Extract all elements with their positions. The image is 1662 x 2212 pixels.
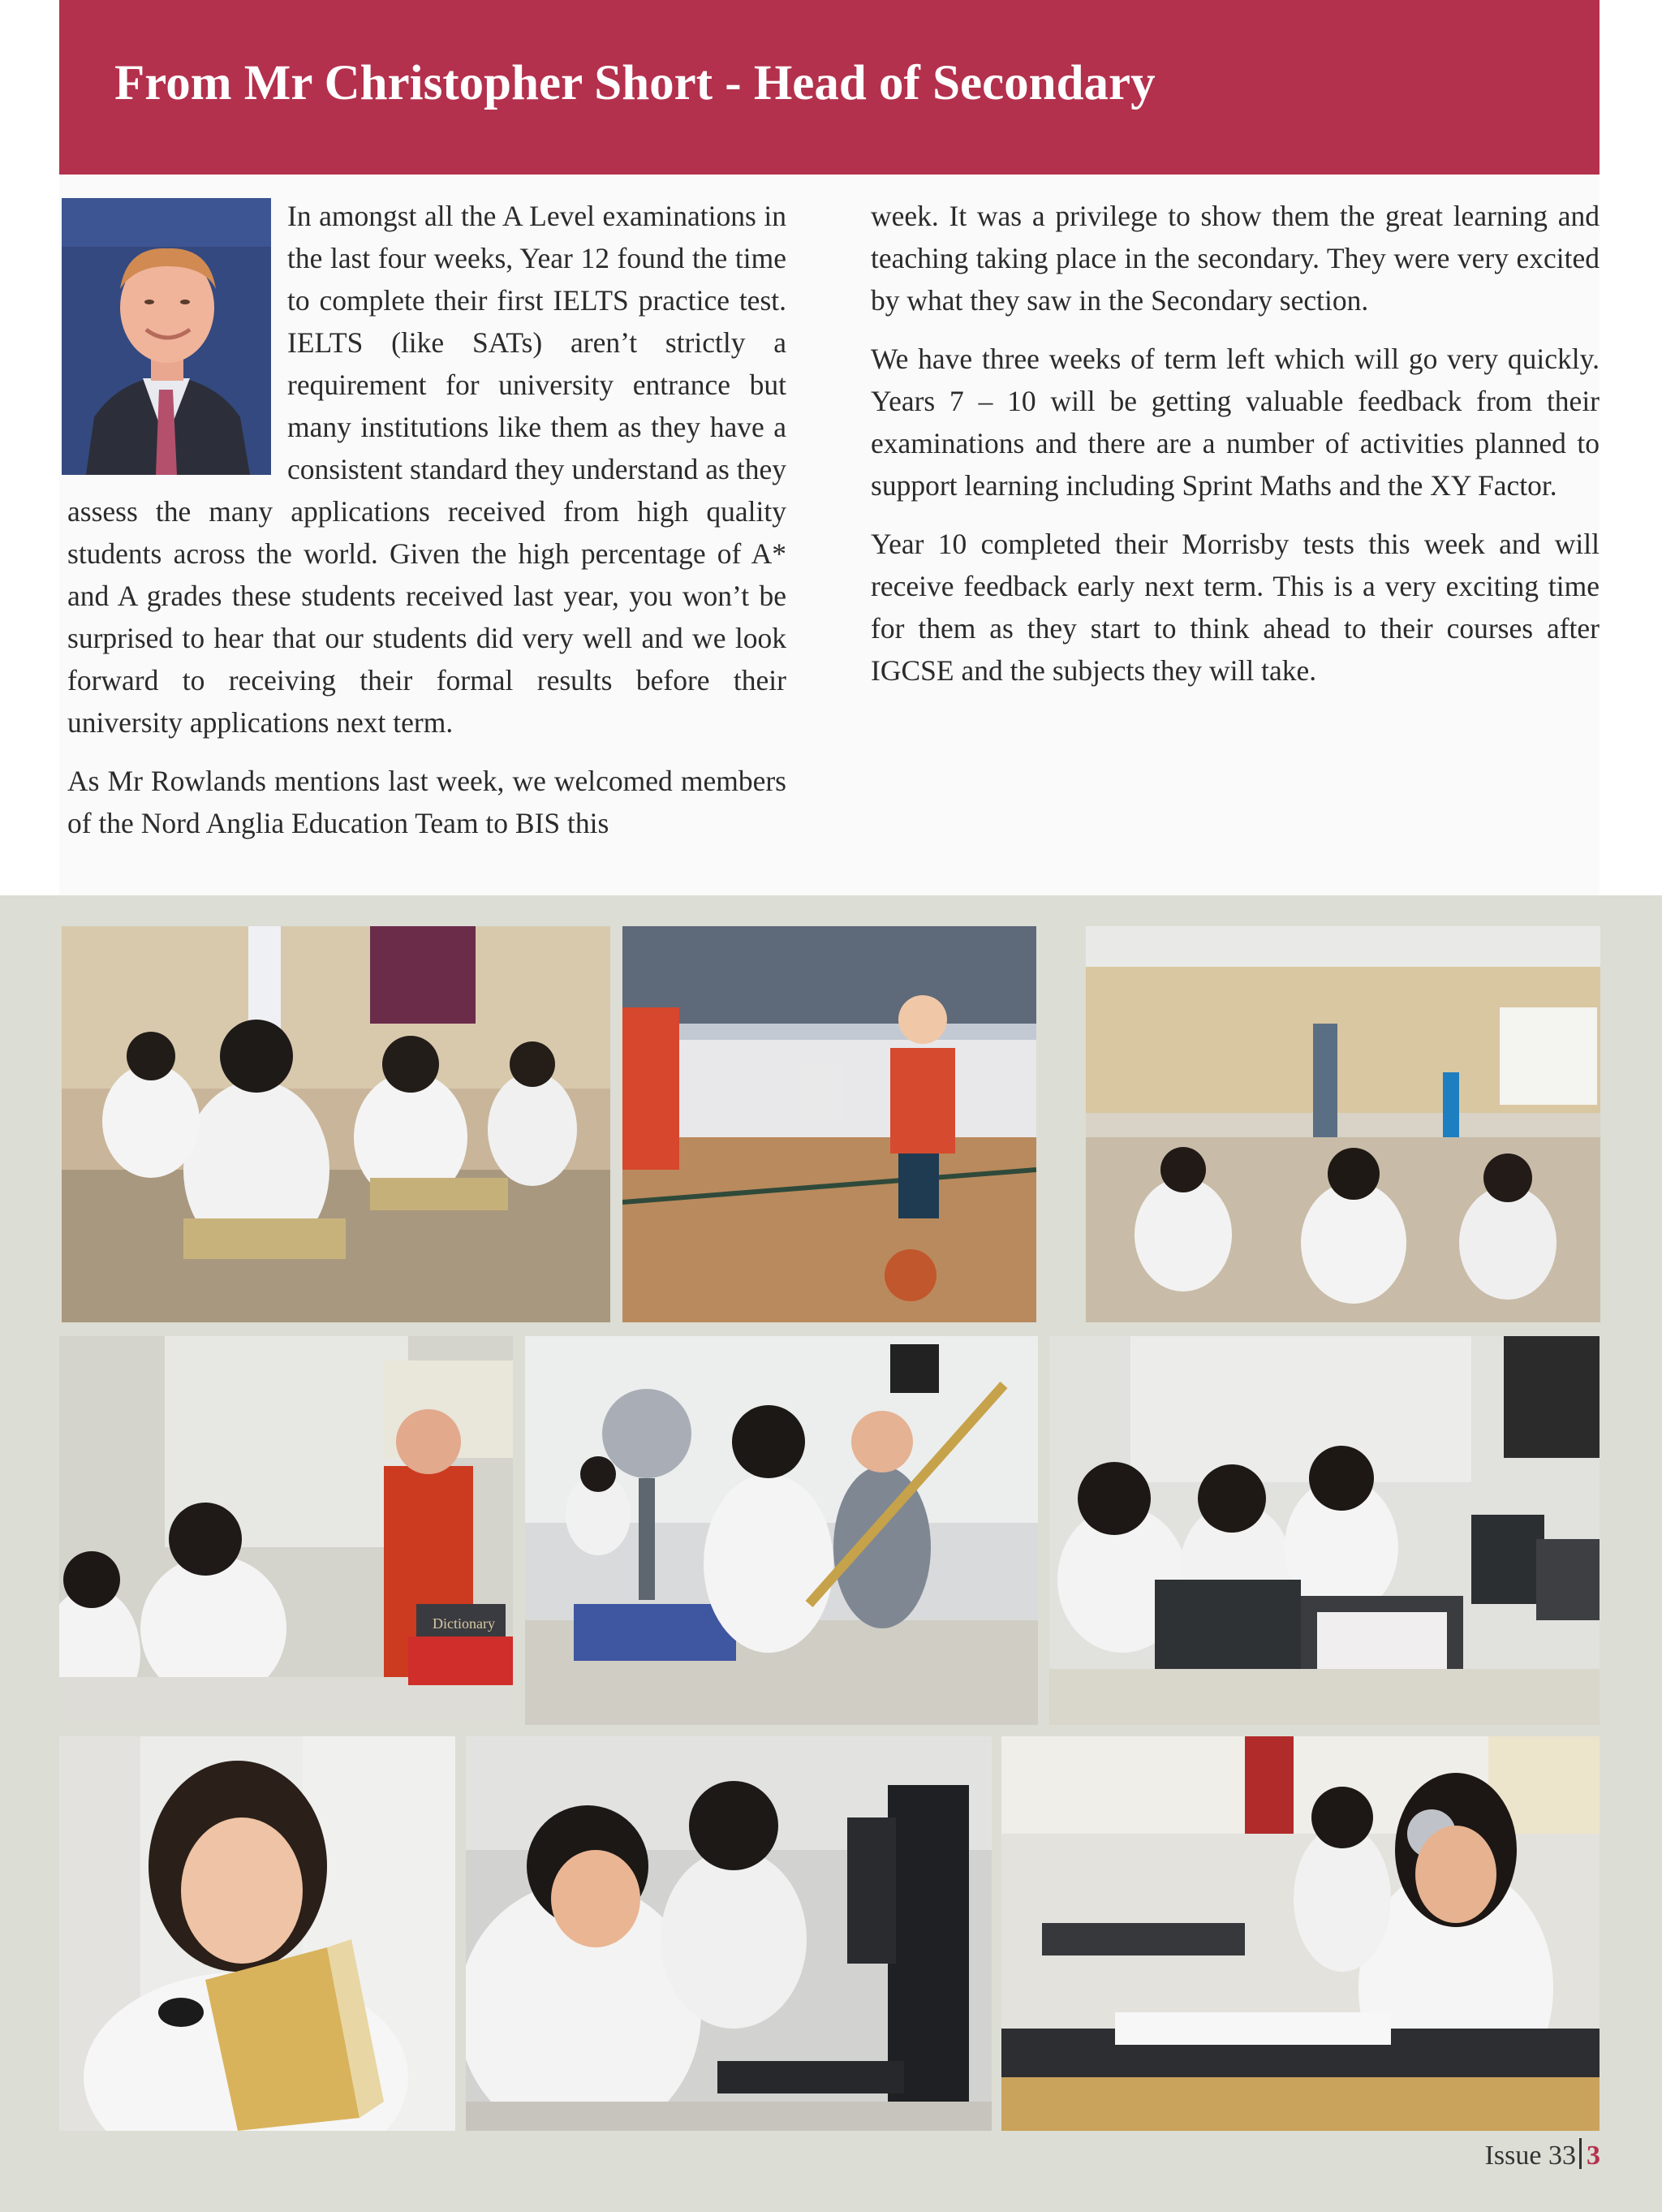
header-banner xyxy=(59,0,1600,175)
photo-students-seated-floor xyxy=(62,926,610,1322)
article-paragraph-2: As Mr Rowlands mentions last week, we welcomed members of the Nord Anglia Education Team to BIS this xyxy=(67,765,786,839)
photo-student-reading-book xyxy=(59,1736,455,2131)
photo-classroom-presentation xyxy=(1086,926,1600,1322)
dictionary-text: Dictionary xyxy=(433,1615,495,1632)
article-paragraph-4: We have three weeks of term left which will go very quickly. Years 7 – 10 will be getting valuable feedback from their examinations and there are a number of activities planned to support learning including Sprint Maths and the XY Factor. xyxy=(871,343,1600,502)
portrait-photo xyxy=(62,198,271,475)
photo-students-on-laptops xyxy=(1049,1336,1600,1725)
article-left-column xyxy=(67,195,786,860)
page-title: From Mr Christopher Short - Head of Secondary xyxy=(114,56,1156,110)
page-footer xyxy=(1485,2138,1600,2171)
page-number: 3 xyxy=(1587,2141,1600,2171)
issue-label: Issue 33 xyxy=(1484,2141,1576,2171)
photo-science-lab-generator xyxy=(525,1336,1038,1725)
photo-computer-lab-students xyxy=(466,1736,992,2131)
photo-basketball-game xyxy=(622,926,1036,1322)
article-right-column xyxy=(871,195,1600,708)
article-paragraph-1: In amongst all the A Level examinations in the last four weeks, Year 12 found the time to complete their first IELTS practice test. IELTS (like SATs) aren’t strictly a requirement for university entrance but many institutions like them as they have a consistent standard they understand as they assess the many applications received from high quality students across the world. Given the high percentage of A* and A grades these students received last year, you won’t be surprised to hear that our students did very well and we look forward to receiving their formal results before their university applications next term. xyxy=(67,195,786,744)
article-paragraph-5: Year 10 completed their Morrisby tests this week and will receive feedback early next term. This is a very exciting time for them as they start to think ahead to their courses after IGCSE and the subjects they will take. xyxy=(871,528,1600,687)
photo-teacher-helping-students xyxy=(59,1336,513,1725)
footer-divider xyxy=(1579,2138,1582,2169)
photo-gallery xyxy=(0,895,1662,2212)
photo-students-keyboard-music xyxy=(1001,1736,1600,2131)
article-paragraph-3: week. It was a privilege to show them the great learning and teaching taking place in the secondary. They were very excited by what they saw in the Secondary section. xyxy=(871,200,1600,317)
